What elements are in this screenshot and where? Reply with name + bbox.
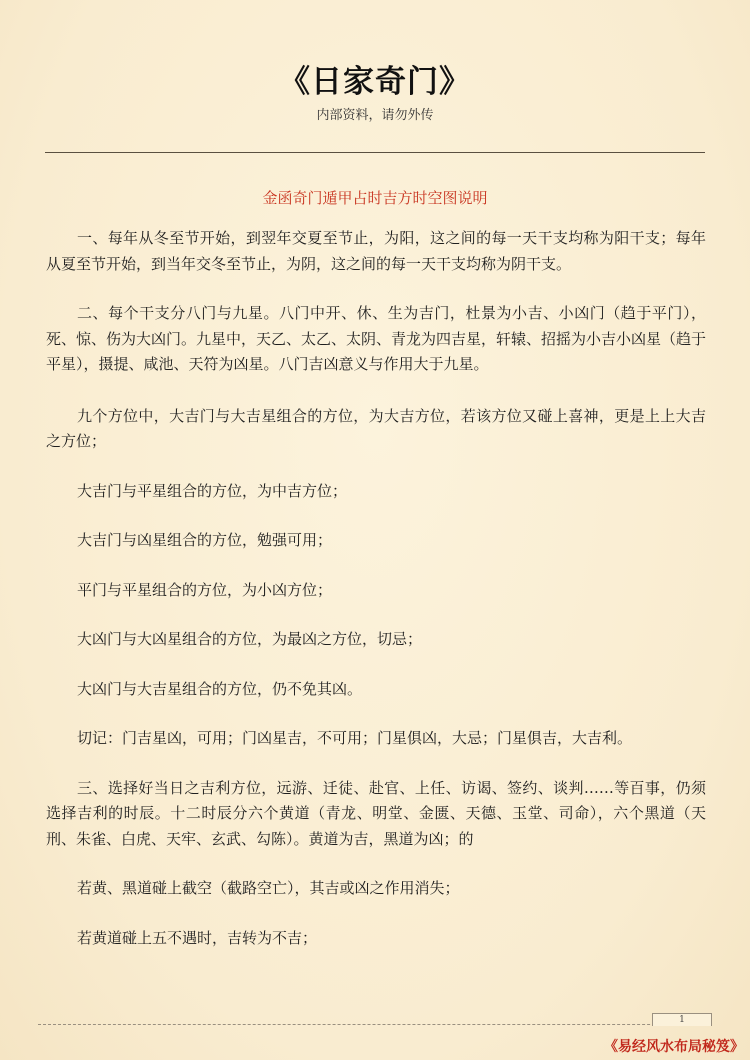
- header-divider: [45, 152, 705, 153]
- document-title: 《日家奇门》: [279, 64, 471, 100]
- paragraph-4: 大吉门与平星组合的方位，为中吉方位；: [77, 481, 348, 500]
- paragraph-2: 二、每个干支分八门与九星。八门中开、休、生为吉门，杜景为小吉、小凶门（趋于平门），死、惊、伤为大凶门。九星中，天乙、太乙、太阴、青龙为四吉星，轩辕、招摇为小吉小凶星（趋于平星），摄提、咸池、天符为凶星。八门吉凶意义与作用大于九星。: [46, 304, 707, 373]
- paragraph-9: 切记：门吉星凶，可用；门凶星吉，不可用；门星俱凶，大忌；门星俱吉，大吉利。: [77, 729, 633, 747]
- footer-divider: [38, 1024, 710, 1025]
- footer-book-title: 《易经风水布局秘笈》: [604, 1039, 744, 1055]
- section-heading: 金函奇门遁甲占时吉方时空图说明: [262, 189, 488, 207]
- paragraph-5: 大吉门与凶星组合的方位，勉强可用；: [77, 531, 333, 549]
- document-subtitle: 内部资料，请勿外传: [316, 108, 434, 123]
- paragraph-8: 大凶门与大吉星组合的方位，仍不免其凶。: [77, 679, 363, 698]
- paragraph-11: 若黄、黑道碰上截空（截路空亡），其吉或凶之作用消失；: [77, 879, 460, 897]
- paragraph-7: 大凶门与大凶星组合的方位，为最凶之方位，切忌；: [77, 630, 423, 648]
- paragraph-12: 若黄道碰上五不遇时，吉转为不吉；: [77, 928, 318, 947]
- paragraph-10: 三、选择好当日之吉利方位，远游、迁徒、赴官、上任、访谒、签约、谈判……等百事，仍须选择吉利的时辰。十二时辰分六个黄道（青龙、明堂、金匮、天德、玉堂、司命），六个黑道（天刑、朱雀、白虎、天牢、玄武、勾陈）。黄道为吉，黑道为凶；的: [46, 778, 706, 848]
- page-number: 1: [652, 1013, 712, 1026]
- paragraph-3: 九个方位中，大吉门与大吉星组合的方位，为大吉方位，若该方位又碰上喜神，更是上上大吉之方位；: [46, 406, 706, 450]
- paragraph-6: 平门与平星组合的方位，为小凶方位；: [77, 580, 333, 599]
- body-text: [46, 226, 706, 951]
- paragraph-1: 一、每年从冬至节开始，到翌年交夏至节止，为阳，这之间的每一天干支均称为阳干支；每年从夏至节开始，到当年交冬至节止，为阴，这之间的每一天干支均称为阴干支。: [46, 229, 706, 273]
